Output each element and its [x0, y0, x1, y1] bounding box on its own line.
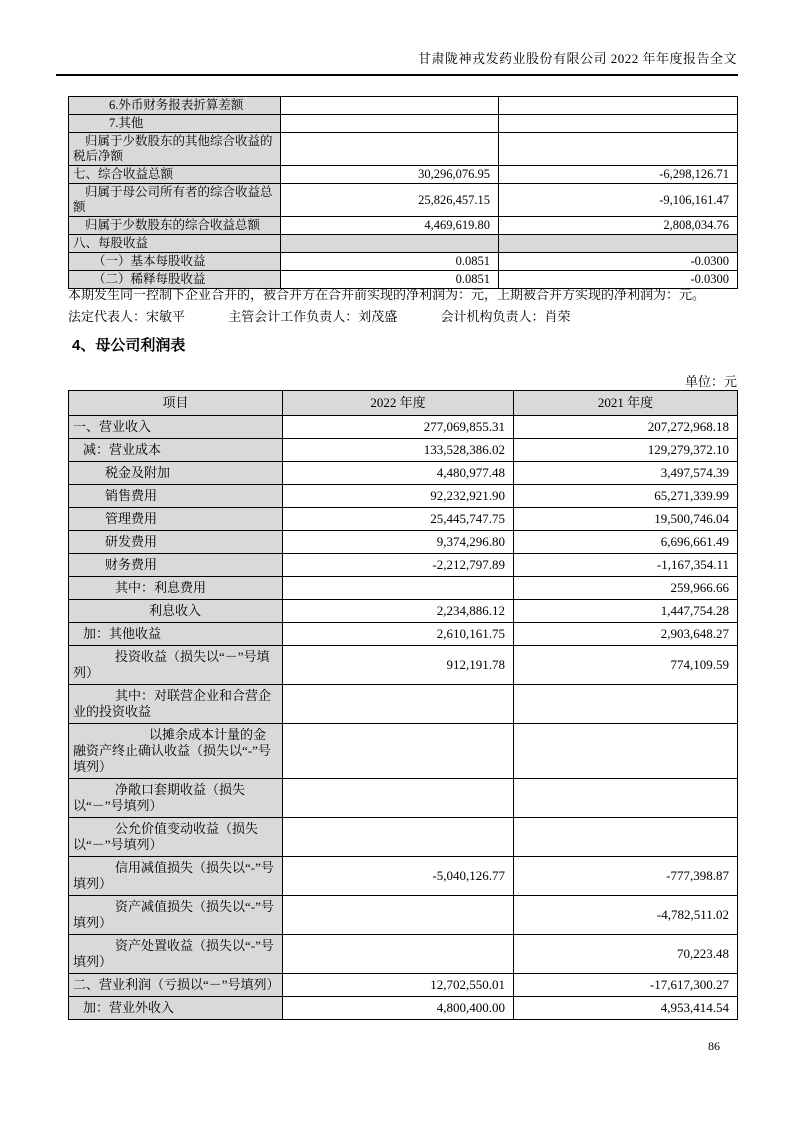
row-label: （二）稀释每股收益 [69, 271, 281, 289]
value-2021: -6,298,126.71 [499, 166, 738, 184]
table-row [69, 531, 738, 554]
value-2021: -1,167,354.11 [514, 554, 738, 577]
row-label: 归属于少数股东的其他综合收益的税后净额 [69, 133, 281, 166]
table-row [69, 724, 738, 779]
value-2022 [283, 818, 514, 857]
section-heading: 4、母公司利润表 [72, 337, 186, 354]
table-row [69, 779, 738, 818]
value-2021: -0.0300 [499, 253, 738, 271]
row-label: 管理费用 [69, 508, 283, 531]
row-label: 税金及附加 [69, 462, 283, 485]
table-row [69, 166, 738, 184]
row-label: 7.其他 [69, 115, 281, 133]
parent-income-statement-table [68, 390, 738, 1020]
value-2022: 9,374,296.80 [283, 531, 514, 554]
value-2022: 0.0851 [281, 253, 499, 271]
value-2022 [283, 935, 514, 974]
row-label: 投资收益（损失以“－”号填列） [69, 646, 283, 685]
value-2022: 25,445,747.75 [283, 508, 514, 531]
value-2022 [283, 779, 514, 818]
table-row [69, 554, 738, 577]
value-2021: -9,106,161.47 [499, 184, 738, 217]
table-row [69, 235, 738, 253]
value-2021 [514, 685, 738, 724]
row-label: （一）基本每股收益 [69, 253, 281, 271]
row-label: 财务费用 [69, 554, 283, 577]
accounting-dept-head: 会计机构负责人：肖荣 [440, 309, 571, 324]
value-2022 [281, 115, 499, 133]
table-row [69, 133, 738, 166]
row-label: 减：营业成本 [69, 439, 283, 462]
table-row [69, 577, 738, 600]
merger-note: 本期发生同一控制下企业合并的，被合并方在合并前实现的净利润为：元，上期被合并方实现的净利润为：元。 [68, 287, 706, 302]
table-row [69, 896, 738, 935]
value-2021: 4,953,414.54 [514, 997, 738, 1020]
value-2022: 92,232,921.90 [283, 485, 514, 508]
row-label: 净敞口套期收益（损失以“－”号填列） [69, 779, 283, 818]
table-row [69, 462, 738, 485]
row-label: 资产减值损失（损失以“-”号填列） [69, 896, 283, 935]
table-row [69, 416, 738, 439]
table-row [69, 623, 738, 646]
value-2022: 25,826,457.15 [281, 184, 499, 217]
value-2022: 133,528,386.02 [283, 439, 514, 462]
value-2021: 207,272,968.18 [514, 416, 738, 439]
value-2021: 259,966.66 [514, 577, 738, 600]
column-header-item: 项目 [69, 391, 283, 416]
value-2021 [499, 133, 738, 166]
value-2022: 912,191.78 [283, 646, 514, 685]
value-2022: 2,610,161.75 [283, 623, 514, 646]
value-2022 [281, 133, 499, 166]
chief-accountant: 主管会计工作负责人：刘茂盛 [228, 309, 398, 324]
row-label: 其中：利息费用 [69, 577, 283, 600]
row-label: 二、营业利润（亏损以“－”号填列） [69, 974, 283, 997]
column-header-2022: 2022 年度 [283, 391, 514, 416]
value-2021 [499, 97, 738, 115]
value-2021: 2,808,034.76 [499, 217, 738, 235]
table-header-row [69, 391, 738, 416]
row-label: 归属于少数股东的综合收益总额 [69, 217, 281, 235]
row-label: 研发费用 [69, 531, 283, 554]
value-2021: 1,447,754.28 [514, 600, 738, 623]
value-2021: 2,903,648.27 [514, 623, 738, 646]
row-label: 其中：对联营企业和合营企业的投资收益 [69, 685, 283, 724]
value-2022: -5,040,126.77 [283, 857, 514, 896]
value-2021 [499, 235, 738, 253]
value-2021: -17,617,300.27 [514, 974, 738, 997]
table-row [69, 935, 738, 974]
table-row [69, 974, 738, 997]
value-2021: 3,497,574.39 [514, 462, 738, 485]
table-row [69, 600, 738, 623]
value-2021: 70,223.48 [514, 935, 738, 974]
table-row [69, 485, 738, 508]
value-2021: 774,109.59 [514, 646, 738, 685]
table-row [69, 508, 738, 531]
value-2022: 12,702,550.01 [283, 974, 514, 997]
page-number: 86 [708, 1039, 720, 1053]
row-label: 七、综合收益总额 [69, 166, 281, 184]
row-label: 以摊余成本计量的金融资产终止确认收益（损失以“-”号填列） [69, 724, 283, 779]
value-2022 [283, 577, 514, 600]
value-2022 [281, 235, 499, 253]
value-2022: 4,800,400.00 [283, 997, 514, 1020]
row-label: 资产处置收益（损失以“-”号填列） [69, 935, 283, 974]
value-2021: -0.0300 [499, 271, 738, 289]
value-2022 [283, 896, 514, 935]
value-2022 [283, 685, 514, 724]
value-2021 [514, 724, 738, 779]
row-label: 销售费用 [69, 485, 283, 508]
value-2021: -777,398.87 [514, 857, 738, 896]
header-rule [56, 74, 738, 76]
table-row [69, 997, 738, 1020]
value-2021: 65,271,339.99 [514, 485, 738, 508]
value-2021 [514, 779, 738, 818]
value-2022 [281, 97, 499, 115]
table-row [69, 857, 738, 896]
value-2022: 30,296,076.95 [281, 166, 499, 184]
value-2022: 4,480,977.48 [283, 462, 514, 485]
value-2022: 277,069,855.31 [283, 416, 514, 439]
value-2021: -4,782,511.02 [514, 896, 738, 935]
value-2022: 0.0851 [281, 271, 499, 289]
column-header-2021: 2021 年度 [514, 391, 738, 416]
row-label: 一、营业收入 [69, 416, 283, 439]
table-row [69, 217, 738, 235]
value-2021: 6,696,661.49 [514, 531, 738, 554]
row-label: 加：其他收益 [69, 623, 283, 646]
value-2022: 4,469,619.80 [281, 217, 499, 235]
row-label: 利息收入 [69, 600, 283, 623]
row-label: 公允价值变动收益（损失以“－”号填列） [69, 818, 283, 857]
row-label: 归属于母公司所有者的综合收益总额 [69, 184, 281, 217]
table-row [69, 184, 738, 217]
table-row [69, 439, 738, 462]
unit-label: 单位：元 [684, 374, 737, 389]
value-2021 [514, 818, 738, 857]
row-label: 信用减值损失（损失以“-”号填列） [69, 857, 283, 896]
table-row [69, 685, 738, 724]
value-2021: 129,279,372.10 [514, 439, 738, 462]
legal-rep: 法定代表人：宋敏平 [68, 309, 186, 324]
table-row [69, 97, 738, 115]
table-row [69, 253, 738, 271]
table-row [69, 115, 738, 133]
row-label: 加：营业外收入 [69, 997, 283, 1020]
value-2022: 2,234,886.12 [283, 600, 514, 623]
income-statement-continued-table [68, 96, 738, 289]
value-2021: 19,500,746.04 [514, 508, 738, 531]
value-2022 [283, 724, 514, 779]
notes-block [68, 284, 738, 328]
table-row [69, 646, 738, 685]
row-label: 八、每股收益 [69, 235, 281, 253]
row-label: 6.外币财务报表折算差额 [69, 97, 281, 115]
header-title: 甘肃陇神戎发药业股份有限公司 2022 年年度报告全文 [417, 51, 737, 66]
value-2021 [499, 115, 738, 133]
table-row [69, 818, 738, 857]
value-2022: -2,212,797.89 [283, 554, 514, 577]
signatories [68, 306, 738, 328]
